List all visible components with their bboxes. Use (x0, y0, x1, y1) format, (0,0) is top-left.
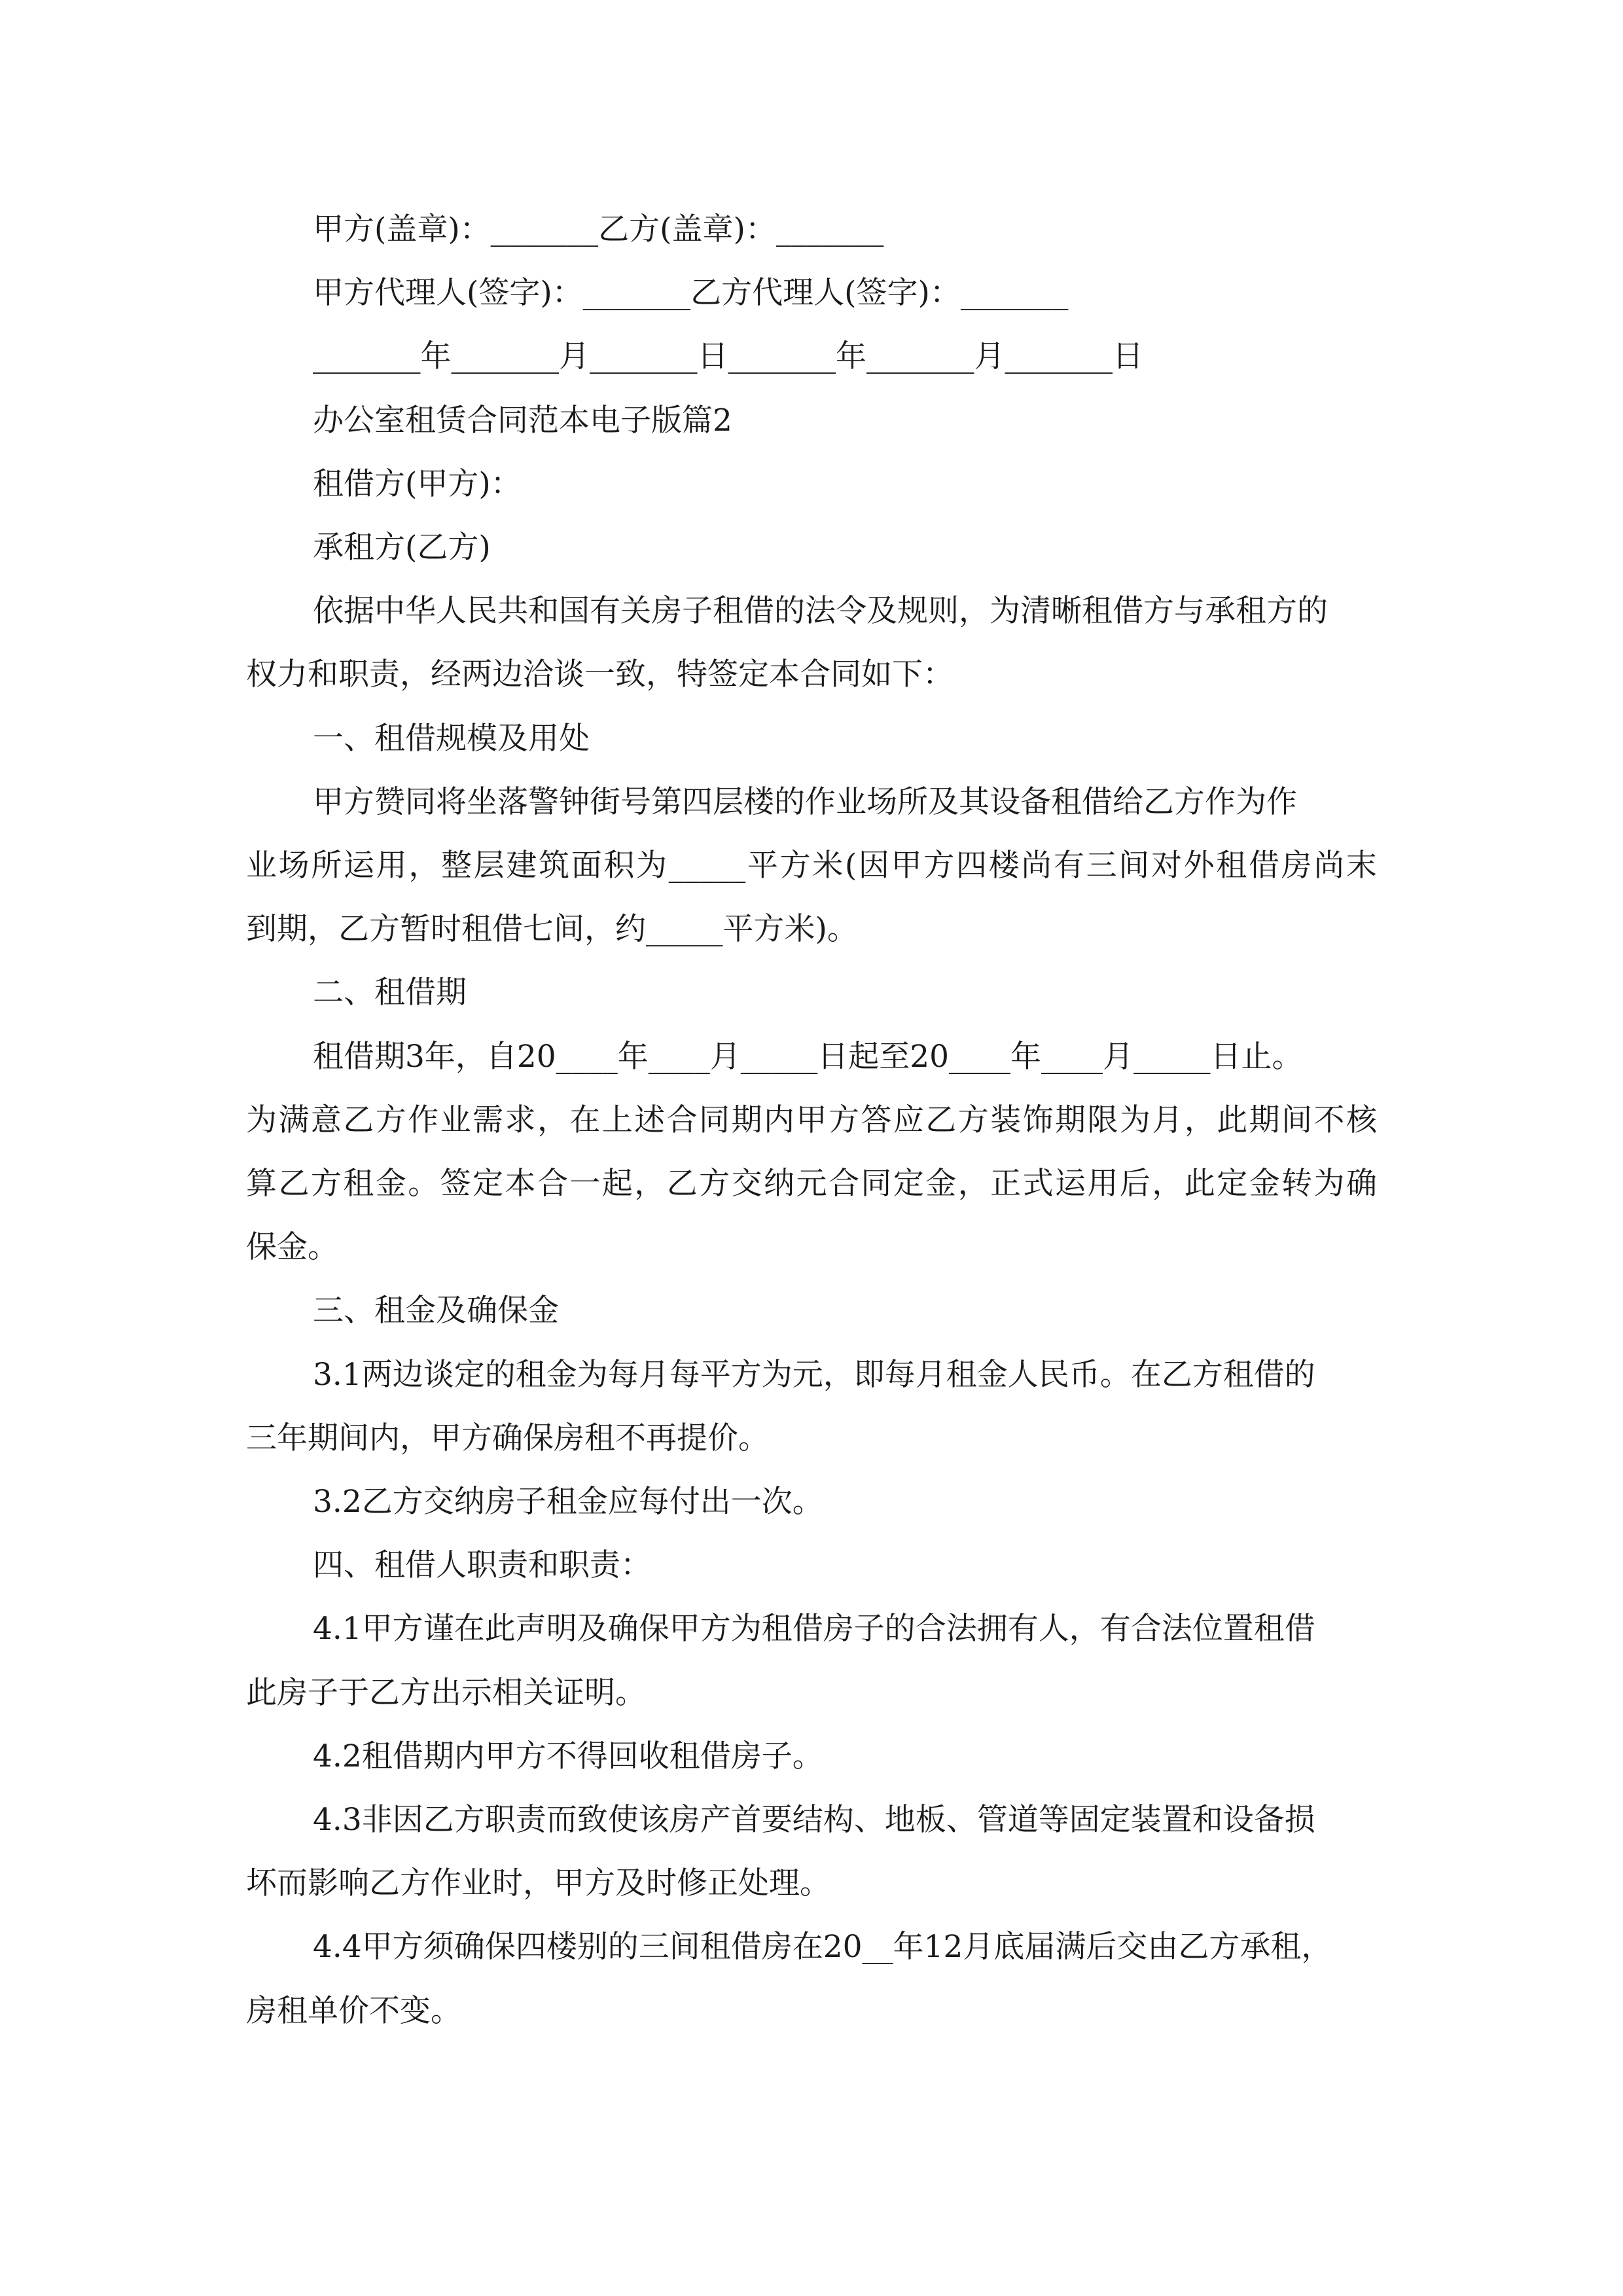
paragraph-line: 保金。 (246, 1229, 338, 1265)
clause-heading: 四、租借人职责和职责： (313, 1547, 651, 1583)
paragraph-line: 业场所运用，整层建筑面积为_____平方米(因甲方四楼尚有三间对外租借房尚末 (246, 848, 1377, 884)
paragraph-line: 4.2租借期内甲方不得回收租借房子。 (313, 1738, 823, 1774)
section-title: 办公室租赁合同范本电子版篇2 (313, 403, 732, 439)
paragraph-line: 房租单价不变。 (246, 1993, 461, 2029)
paragraph-line: 算乙方租金。签定本合一起，乙方交纳元合同定金，正式运用后，此定金转为确 (246, 1166, 1377, 1202)
clause-heading: 三、租金及确保金 (313, 1293, 559, 1329)
paragraph-line: 4.4甲方须确保四楼别的三间租借房在20__年12月底届满后交由乙方承租， (313, 1929, 1332, 1965)
paragraph-line: 甲方赞同将坐落警钟街号第四层楼的作业场所及其设备租借给乙方作为作 (313, 784, 1297, 820)
paragraph-line: 3.2乙方交纳房子租金应每付出一次。 (313, 1484, 823, 1520)
clause-heading: 一、租借规模及用处 (313, 721, 590, 757)
signature-line-agent: 甲方代理人(签字)：_______乙方代理人(签字)：_______ (313, 275, 1069, 311)
clause-heading: 二、租借期 (313, 975, 467, 1011)
paragraph-line: 4.1甲方谨在此声明及确保甲方为租借房子的合法拥有人，有合法位置租借 (313, 1611, 1315, 1647)
paragraph-line: 租借期3年，自20____年____月_____日起至20____年____月_____日止。 (313, 1039, 1303, 1075)
paragraph-line: 坏而影响乙方作业时，甲方及时修正处理。 (246, 1865, 830, 1901)
paragraph-line: 3.1两边谈定的租金为每月每平方为元，即每月租金人民币。在乙方租借的 (313, 1357, 1315, 1393)
date-line: _______年_______月_______日_______年_______月_______日 (313, 338, 1143, 374)
paragraph-line: 依据中华人民共和国有关房子租借的法令及规则，为清晰租借方与承租方的 (313, 593, 1328, 629)
signature-line-seal: 甲方(盖章)：_______乙方(盖章)：_______ (313, 211, 884, 247)
paragraph-line: 三年期间内，甲方确保房租不再提价。 (246, 1420, 769, 1456)
paragraph-line: 到期，乙方暂时租借七间，约_____平方米)。 (246, 911, 858, 947)
party-a-line: 租借方(甲方)： (313, 466, 522, 502)
paragraph-line: 权力和职责，经两边洽谈一致，特签定本合同如下： (246, 656, 954, 692)
party-b-line: 承租方(乙方) (313, 529, 491, 565)
paragraph-line: 为满意乙方作业需求，在上述合同期内甲方答应乙方装饰期限为月，此期间不核 (246, 1102, 1377, 1138)
paragraph-line: 此房子于乙方出示相关证明。 (246, 1675, 646, 1711)
paragraph-line: 4.3非因乙方职责而致使该房产首要结构、地板、管道等固定装置和设备损 (313, 1802, 1315, 1838)
